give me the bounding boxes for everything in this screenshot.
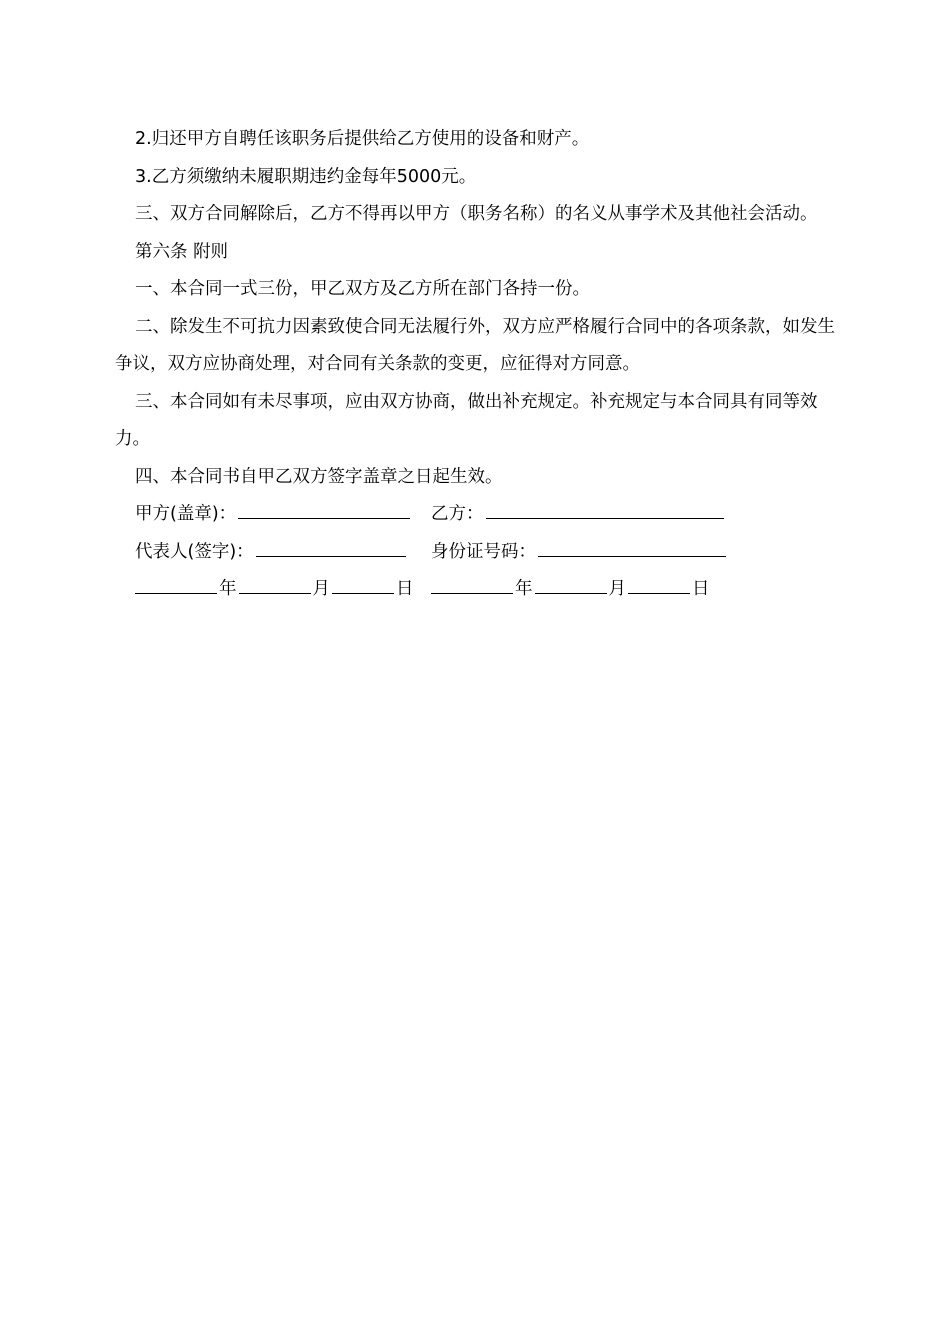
id-number-field [431, 534, 728, 572]
party-b-year-label: 年 [515, 579, 533, 599]
party-b-month-blank[interactable] [535, 573, 607, 594]
signature-row-dates [115, 571, 840, 609]
signature-row-representative [115, 534, 840, 572]
clause-penalty: 3.乙方须缴纳未履职期违约金每年5000元。 [135, 166, 477, 187]
representative-blank[interactable] [256, 536, 406, 557]
party-a-label: 甲方(盖章)： [135, 504, 237, 524]
party-b-day-label: 日 [692, 579, 710, 599]
party-b-year-blank[interactable] [431, 573, 513, 594]
party-a-month-label: 月 [312, 579, 330, 599]
party-a-seal-blank[interactable] [238, 498, 410, 519]
party-b-label: 乙方： [431, 504, 484, 524]
clause-after-termination: 三、双方合同解除后，乙方不得再以甲方（职务名称）的名义从事学术及其他社会活动。 [135, 204, 818, 224]
document-body [115, 121, 840, 609]
party-b-date-field [431, 571, 710, 609]
party-a-year-label: 年 [219, 579, 237, 599]
clause-effective: 四、本合同书自甲乙双方签字盖章之日起生效。 [135, 466, 503, 487]
party-b-month-label: 月 [608, 579, 626, 599]
party-b-blank[interactable] [486, 498, 724, 519]
party-b-day-blank[interactable] [628, 573, 690, 594]
id-number-blank[interactable] [538, 536, 726, 557]
clause-force-majeure: 二、除发生不可抗力因素致使合同无法履行外，双方应严格履行合同中的各项条款，如发生争议，双方应协商处理，对合同有关条款的变更，应征得对方同意。 [115, 316, 835, 374]
clause-copies: 一、本合同一式三份，甲乙双方及乙方所在部门各持一份。 [135, 279, 590, 299]
party-a-year-blank[interactable] [135, 573, 217, 594]
clause-return-equipment: 2.归还甲方自聘任该职务后提供给乙方使用的设备和财产。 [135, 129, 590, 149]
party-a-seal-field [135, 496, 412, 534]
article-six-heading: 第六条 附则 [135, 241, 229, 262]
party-a-month-blank[interactable] [239, 573, 311, 594]
id-number-label: 身份证号码： [431, 541, 536, 562]
representative-field [135, 534, 408, 572]
party-a-day-label: 日 [396, 579, 414, 599]
signature-row-parties [115, 496, 840, 534]
party-a-date-field [135, 571, 414, 609]
party-a-day-blank[interactable] [332, 573, 394, 594]
representative-label: 代表人(签字)： [135, 541, 254, 562]
clause-supplement: 三、本合同如有未尽事项，应由双方协商，做出补充规定。补充规定与本合同具有同等效力。 [115, 391, 818, 449]
party-b-field [431, 496, 726, 534]
